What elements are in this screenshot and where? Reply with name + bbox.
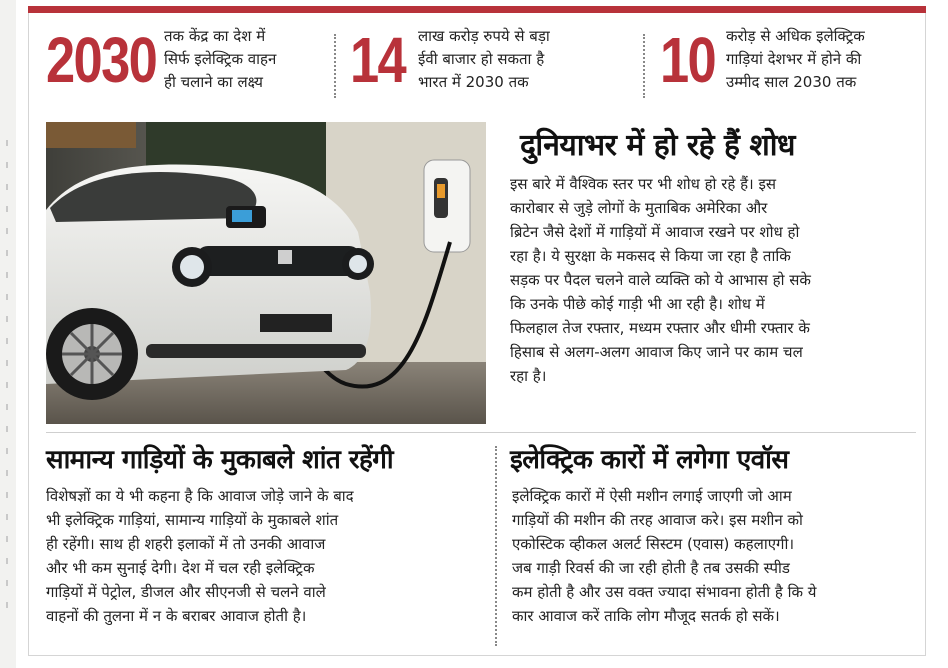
stat-caption-line: उम्मीद साल 2030 तक [726,73,857,91]
stat-number: 10 [660,24,716,96]
avas-line: इलेक्ट्रिक कारों में ऐसी मशीन लगाई जाएगी जो आम [512,487,792,505]
avas-heading: इलेक्ट्रिक कारों में लगेगा एवॉस [510,445,789,475]
research-line: हिसाब से अलग-अलग आवाज किए जाने पर काम चल [510,343,803,361]
quiet-line: ही रहेंगी। साथ ही शहरी इलाकों में तो उनकी आवाज [46,535,326,553]
stat-caption-line: सिर्फ इलेक्ट्रिक वाहन [164,50,277,68]
research-line: रहा है। [510,367,547,385]
quiet-body [46,484,486,628]
avas-line: जब गाड़ी रिवर्स की जा रही होती है तब उसकी स्पीड [512,559,790,577]
accent-top-bar [28,6,926,13]
research-line: सड़क पर पैदल चलने वाले व्यक्ति को ये आभास हो सके [510,271,811,289]
stat-caption-line: ईवी बाजार हो सकता है [418,50,545,68]
section-divider [46,432,916,433]
stat-separator [643,34,645,98]
stat-caption [164,22,276,94]
research-line: कारोबार से जुड़े लोगों के मुताबिक अमेरिका और [510,199,768,217]
quiet-line: भी इलेक्ट्रिक गाड़ियां, सामान्य गाड़ियों के मुकाबले शांत [46,511,339,529]
stat-caption-line: लाख करोड़ रुपये से बड़ा [418,27,550,45]
avas-body [512,484,920,628]
car-illustration [46,122,486,424]
research-line: इस बारे में वैश्विक स्तर पर भी शोध हो रहे हैं। इस [510,175,776,193]
research-line: ब्रिटेन जैसे देशों में गाड़ियों में आवाज रखने पर शोध हो [510,223,800,241]
stat-block-14 [350,22,640,110]
stat-caption-line: भारत में 2030 तक [418,73,529,91]
stat-caption-line: ही चलाने का लक्ष्य [164,73,264,91]
research-line: फिलहाल तेज रफ्तार, मध्यम रफ्तार और धीमी रफ्तार के [510,319,810,337]
research-line: कि उनके पीछे कोई गाड़ी भी आ रही है। शोध में [510,295,765,313]
research-body [510,172,920,388]
avas-line: गाड़ियों की मशीन की तरह आवाज करे। इस मशीन को [512,511,803,529]
stat-caption [418,22,550,94]
stat-block-2030 [46,22,336,110]
quiet-heading: सामान्य गाड़ियों के मुकाबले शांत रहेंगी [46,445,394,475]
stat-caption-line: तक केंद्र का देश में [164,27,266,45]
quiet-line: गाड़ियों में पेट्रोल, डीजल और सीएनजी से चलने वाले [46,583,326,601]
quiet-line: विशेषज्ञों का ये भी कहना है कि आवाज जोड़े जाने के बाद [46,487,354,505]
stat-caption-line: करोड़ से अधिक इलेक्ट्रिक [726,27,865,45]
avas-line: एकोस्टिक व्हीकल अलर्ट सिस्टम (एवास) कहलाएगी। [512,535,795,553]
margin-dots [6,140,8,610]
stat-caption [726,22,865,94]
stat-number: 14 [350,24,406,96]
quiet-line: और भी कम सुनाई देगी। देश में चल रही इलेक्ट्रिक [46,559,315,577]
research-line: रहा है। ये सुरक्षा के मकसद से किया जा रहा है ताकि [510,247,791,265]
stat-caption-line: गाड़ियां देशभर में होने की [726,50,862,68]
stat-block-10 [660,22,922,110]
page-margin-strip [0,0,16,668]
stat-separator [334,34,336,98]
electric-car-charging-photo [46,122,486,424]
avas-line: कार आवाज करें ताकि लोग मौजूद सतर्क हो सकें। [512,607,780,625]
quiet-line: वाहनों की तुलना में न के बराबर आवाज होती है। [46,607,307,625]
stat-number: 2030 [46,24,157,96]
research-heading: दुनियाभर में हो रहे हैं शोध [520,128,795,163]
avas-line: कम होती है और उस वक्त ज्यादा संभावना होती है कि ये [512,583,817,601]
column-divider [495,446,497,646]
